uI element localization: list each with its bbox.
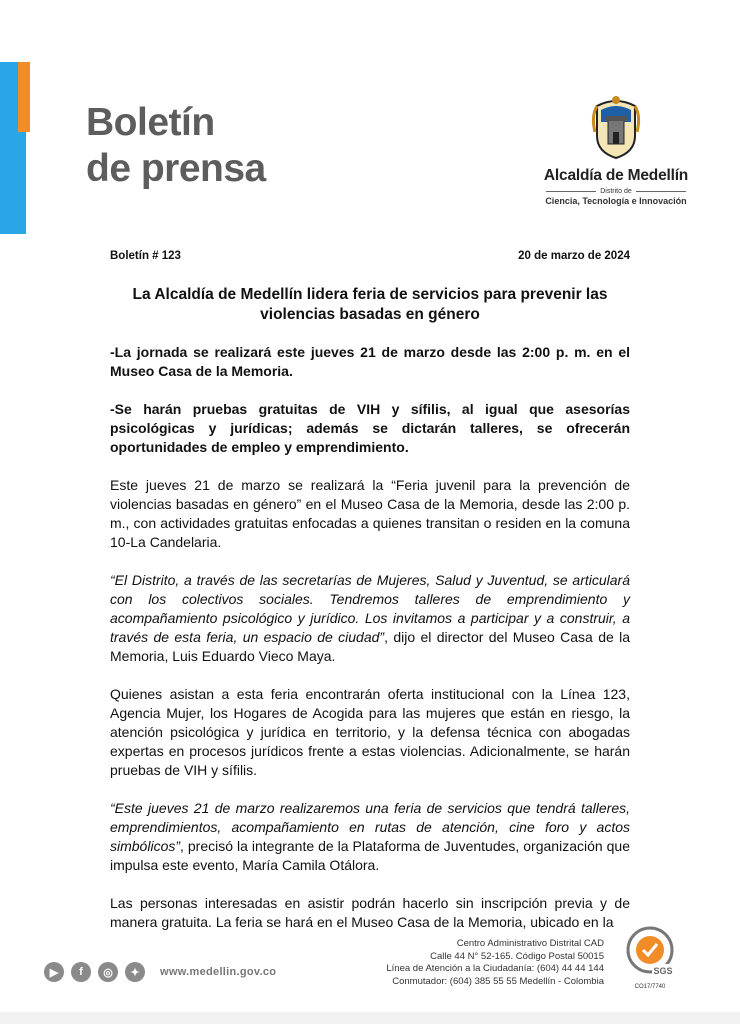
paragraph-4 [110, 799, 630, 875]
twitter-icon[interactable]: ✦ [125, 962, 145, 982]
header-orange-bar [18, 62, 30, 132]
quote-1: “El Distrito, a través de las secretarías de Mujeres, Salud y Juventud, se articulará con los colectivos sociales. Tendremos talleres de emprendimiento y acompañamiento psicológico y jurídico. Los invitamos a participar y a construir, a través de esta feria, un espacio de ciudad” [110, 572, 630, 645]
bulletin-date: 20 de marzo de 2024 [518, 250, 630, 262]
article-body [110, 343, 630, 951]
footer-url[interactable]: www.medellin.gov.co [160, 966, 277, 978]
address-line-2: Calle 44 N° 52-165. Código Postal 50015 [430, 950, 604, 962]
bulletin-number: Boletín # 123 [110, 250, 181, 262]
paragraph-2-rest: , dijo el director del Museo Casa de la Memoria, Luis Eduardo Vieco Maya. [110, 629, 631, 664]
certification-seal [618, 926, 682, 990]
logo-district-label: Distrito de [600, 188, 632, 195]
cert-code: CO17/7740 [634, 984, 666, 990]
logo-name: Alcaldía de Medellín [543, 167, 689, 184]
footer-social [44, 962, 276, 982]
paragraph-2 [110, 571, 630, 666]
page-bottom-strip [0, 1012, 740, 1024]
logo-rule [528, 188, 704, 195]
bulletin-meta [110, 250, 630, 262]
cert-label: SGS [653, 966, 673, 976]
logo-rule-right [636, 191, 686, 192]
quote-2: “Este jueves 21 de marzo realizaremos una feria de servicios que tendrá talleres, emprendimientos, acompañamiento en rutas de atención, cine foro y actos simbólicos” [110, 800, 630, 854]
youtube-icon[interactable]: ▶ [44, 962, 64, 982]
bulletin-title-line2: de prensa [86, 147, 266, 190]
coat-of-arms-icon [591, 92, 641, 160]
instagram-icon[interactable]: ◎ [98, 962, 118, 982]
highlight-2: -Se harán pruebas gratuitas de VIH y sífilis, al igual que asesorías psicológicas y jurídicas; además se dictarán talleres, se ofrecerán oportunidades de empleo y emprendimiento. [110, 401, 630, 455]
logo-rule-left [546, 191, 596, 192]
paragraph-4-rest: , precisó la integrante de la Plataforma de Juventudes, organización que impulsa este evento, María Camila Otálora. [110, 838, 630, 873]
bulletin-title-line1: Boletín [86, 101, 215, 144]
alcaldia-logo [528, 92, 704, 206]
address-line-3: Línea de Atención a la Ciudadanía: (604) 44 44 144 [386, 963, 604, 974]
paragraph-5: Las personas interesadas en asistir podrán hacerlo sin inscripción previa y de manera gratuita. La feria se hará en el Museo Casa de la Memoria, ubicado en la [110, 895, 630, 930]
facebook-icon[interactable]: f [71, 962, 91, 982]
highlight-1: -La jornada se realizará este jueves 21 de marzo desde las 2:00 p. m. en el Museo Casa de la Memoria. [110, 344, 630, 379]
footer-address [386, 938, 604, 988]
paragraph-3: Quienes asistan a esta feria encontrarán oferta institucional con la Línea 123, Agencia Mujer, los Hogares de Acogida para las mujeres que están en riesgo, la atención psicológica y jurídica en territorio, y la defensa técnica con abogadas expertas en procesos jurídicos frente a estas violencias. Adicionalmente, se harán pruebas de VIH y sífilis. [110, 686, 630, 778]
iso-seal-icon [622, 926, 678, 978]
address-line-4: Conmutador: (604) 385 55 55 Medellín - Colombia [392, 975, 604, 987]
headline: La Alcaldía de Medellín lidera feria de servicios para prevenir las violencias basadas en género [132, 286, 608, 323]
address-line-1: Centro Administrativo Distrital CAD [456, 938, 604, 949]
paragraph-1: Este jueves 21 de marzo se realizará la “Feria juvenil para la prevención de violencias basadas en género” en el Museo Casa de la Memoria, desde las 2:00 p. m., con actividades gratuitas enfocadas a quienes transitan o residen en la comuna 10-La Candelaria. [110, 477, 630, 550]
logo-subtitle: Ciencia, Tecnología e Innovación [545, 196, 687, 206]
bulletin-title [86, 100, 266, 192]
